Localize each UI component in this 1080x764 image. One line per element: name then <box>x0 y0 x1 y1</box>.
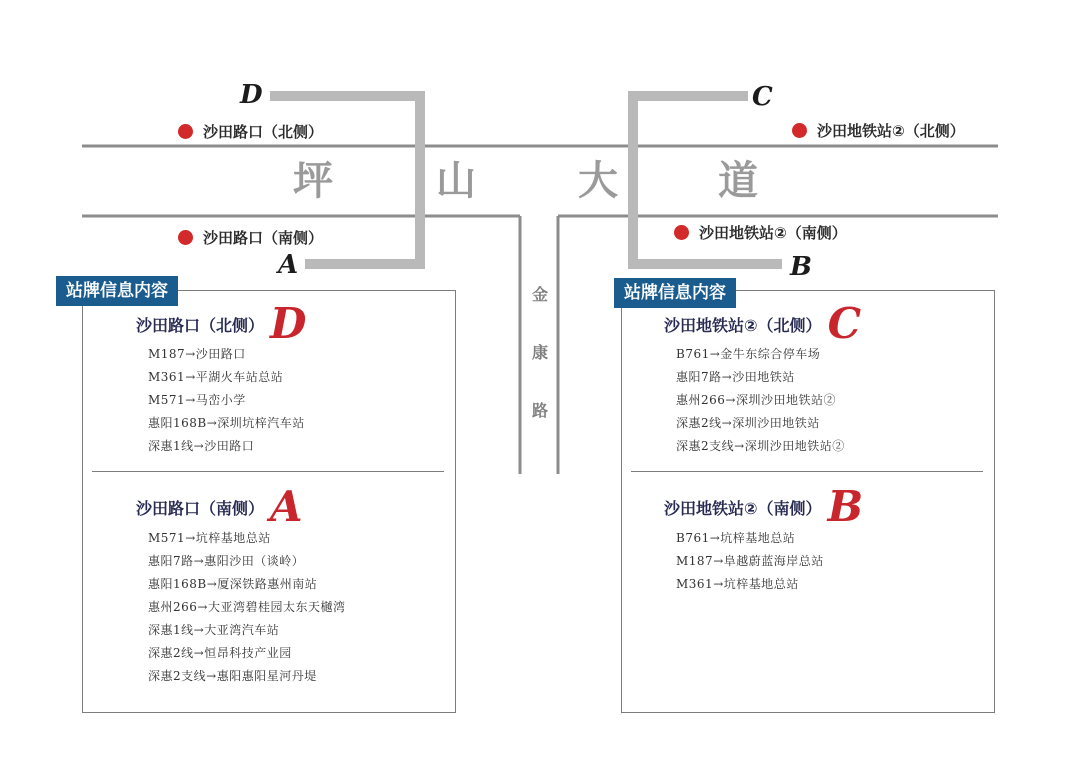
route-item: 惠阳7路→沙田地铁站 <box>676 370 795 384</box>
route-item: 惠阳168B→深圳坑梓汽车站 <box>148 416 305 430</box>
corner-letter-c: C <box>752 82 773 112</box>
route-list-b <box>676 527 824 596</box>
main-road-name-char: 大 <box>578 158 618 204</box>
section-letter: C <box>827 299 861 348</box>
route-item: M187→阜越蔚蓝海岸总站 <box>676 554 824 568</box>
route-list-c <box>676 343 845 458</box>
route-item: 深惠2支线→惠阳惠阳星河丹堤 <box>148 669 317 683</box>
route-item: 深惠2支线→深圳沙田地铁站② <box>676 439 845 453</box>
section-header-c <box>664 299 861 348</box>
section-title: 沙田路口（北侧） <box>136 315 265 335</box>
side-road-name-char: 康 <box>532 343 549 362</box>
route-item: M571→马峦小学 <box>148 393 246 407</box>
section-header-b <box>664 482 864 531</box>
route-item: B761→金牛东综合停车场 <box>676 347 821 361</box>
section-divider <box>92 471 444 472</box>
route-item: 深惠1线→大亚湾汽车站 <box>148 623 280 637</box>
route-item: 惠阳7路→惠阳沙田（谈岭） <box>148 554 305 568</box>
route-item: 惠州266→深圳沙田地铁站② <box>676 393 836 407</box>
section-letter: B <box>827 482 864 531</box>
section-header-a <box>136 482 303 531</box>
main-road-name-char: 道 <box>718 158 758 204</box>
route-item: 惠阳168B→厦深铁路惠州南站 <box>148 577 318 591</box>
route-item: 深惠2线→恒昂科技产业园 <box>148 646 292 660</box>
route-item: 深惠2线→深圳沙田地铁站 <box>676 416 820 430</box>
main-road-name-char: 山 <box>436 158 476 204</box>
route-item: M571→坑梓基地总站 <box>148 531 271 545</box>
stop-label-nw <box>178 121 323 142</box>
side-road-name-char: 路 <box>532 401 549 420</box>
section-title: 沙田地铁站②（北侧） <box>664 315 822 335</box>
route-item: 惠州266→大亚湾碧桂园太东天樾湾 <box>148 600 346 614</box>
route-item: M361→坑梓基地总站 <box>676 577 799 591</box>
section-divider <box>631 471 983 472</box>
stop-label-ne <box>792 120 965 141</box>
stop-name: 沙田路口（南侧） <box>203 229 324 247</box>
section-title: 沙田路口（南侧） <box>136 498 265 518</box>
section-title: 沙田地铁站②（南侧） <box>664 498 822 518</box>
corner-letter-a: A <box>278 250 299 280</box>
side-road-name-char: 金 <box>532 285 549 304</box>
stop-name: 沙田路口（北侧） <box>203 123 324 141</box>
route-item: M361→平湖火车站总站 <box>148 370 284 384</box>
stop-name: 沙田地铁站②（南侧） <box>699 224 847 242</box>
corner-letter-b: B <box>790 252 812 282</box>
panel-tab-right: 站牌信息内容 <box>614 278 736 308</box>
route-item: B761→坑梓基地总站 <box>676 531 796 545</box>
section-letter: D <box>270 299 307 348</box>
panel-tab-left: 站牌信息内容 <box>56 276 178 306</box>
stop-dot-icon <box>674 225 689 240</box>
stop-name: 沙田地铁站②（北侧） <box>817 122 965 140</box>
stop-label-se <box>674 222 847 243</box>
section-letter: A <box>270 482 303 531</box>
stop-dot-icon <box>178 124 193 139</box>
route-item: M187→沙田路口 <box>148 347 246 361</box>
stop-label-sw <box>178 227 323 248</box>
route-list-a <box>148 527 345 688</box>
main-road-name-char: 坪 <box>293 158 333 204</box>
route-item: 深惠1线→沙田路口 <box>148 439 255 453</box>
section-header-d <box>136 299 307 348</box>
corner-letter-d: D <box>240 80 263 110</box>
stop-dot-icon <box>178 230 193 245</box>
route-list-d <box>148 343 305 458</box>
stop-dot-icon <box>792 123 807 138</box>
